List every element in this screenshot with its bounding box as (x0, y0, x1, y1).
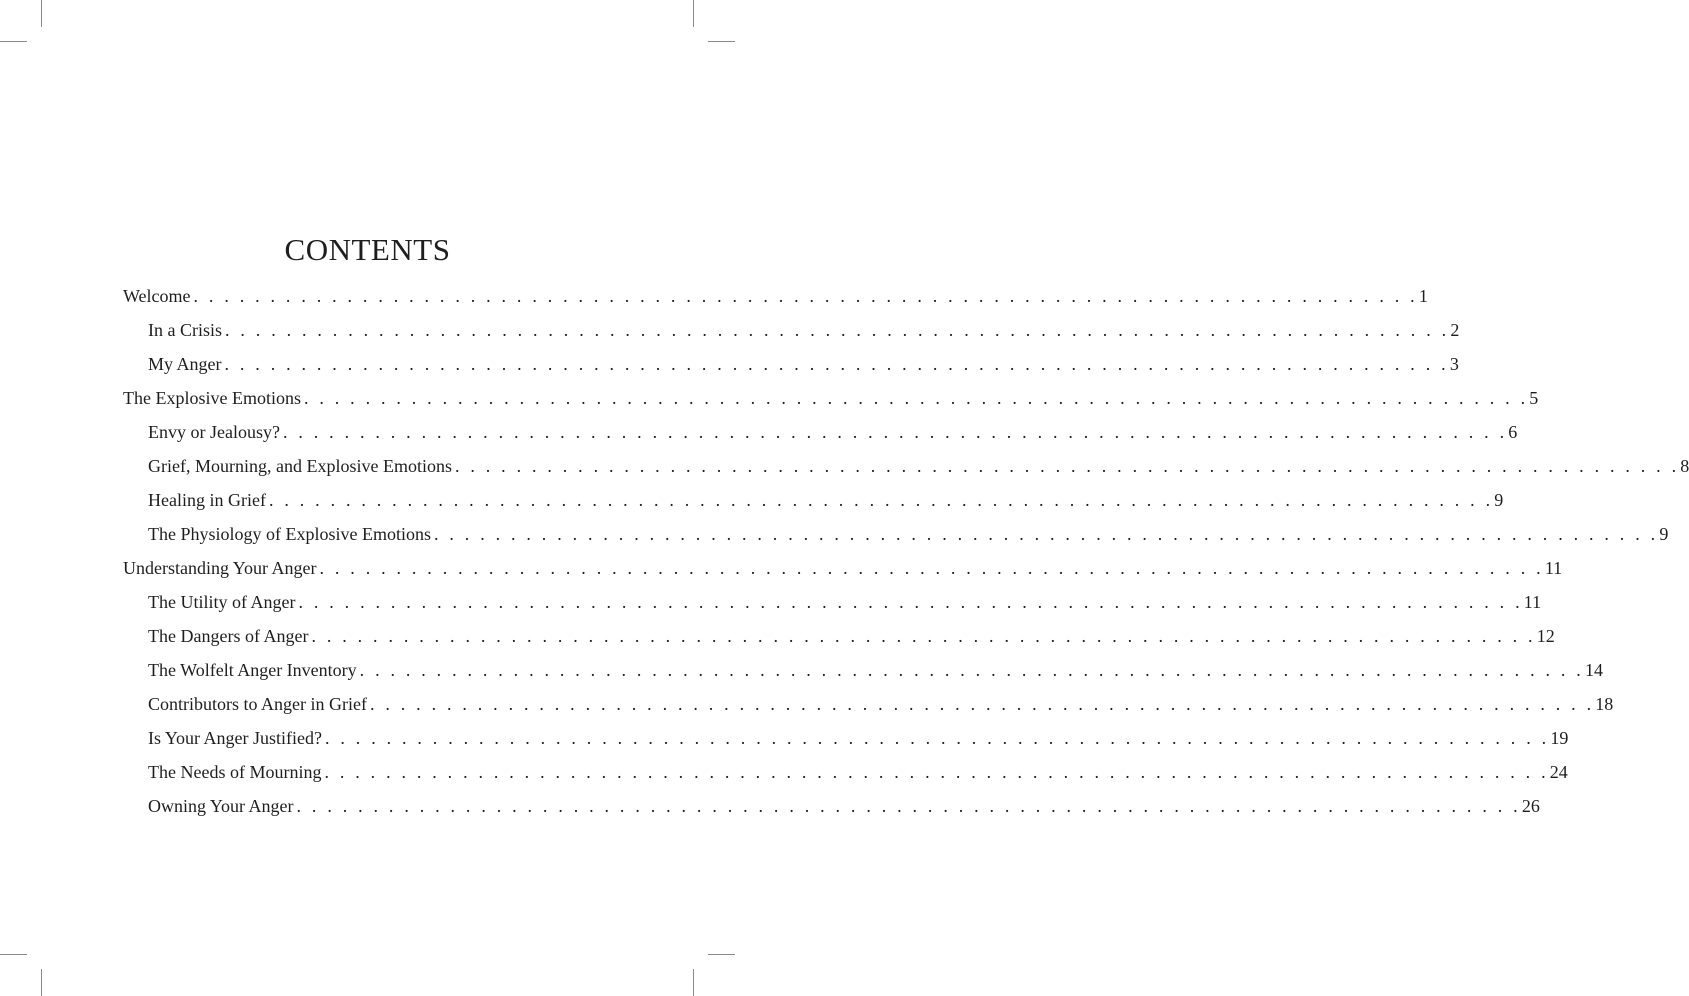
toc-entry-label: The Explosive Emotions (123, 388, 301, 408)
toc-entry-page-number: 12 (1536, 626, 1555, 646)
toc-entry-label: The Needs of Mourning (148, 762, 322, 782)
toc-entry-page-number: 9 (1659, 524, 1669, 544)
toc-leader-dots: . . . . . . . . . . . . . . . . . . . . . . . . . . . . . . . . . . . . . . . . . . . . . . . . . . . . . . . . . . . . . . . . . . . . . . . . . . . . . . . . (324, 762, 1549, 782)
toc-leader-dots: . . . . . . . . . . . . . . . . . . . . . . . . . . . . . . . . . . . . . . . . . . . . . . . . . . . . . . . . . . . . . . . . . . . . . . . . . . . . . . . . (282, 422, 1508, 442)
toc-entry[interactable] (123, 517, 1669, 551)
toc-entry[interactable] (123, 653, 1603, 687)
toc-entry-page-number: 11 (1523, 592, 1542, 612)
toc-leader-dots: . . . . . . . . . . . . . . . . . . . . . . . . . . . . . . . . . . . . . . . . . . . . . . . . . . . . . . . . . . . . . . . . . . . . . . . . . . . . . . . . (325, 728, 1550, 748)
toc-leader-dots: . . . . . . . . . . . . . . . . . . . . . . . . . . . . . . . . . . . . . . . . . . . . . . . . . . . . . . . . . . . . . . . . . . . . . . . . . . . . . . . . (311, 626, 1536, 646)
page-title: CONTENTS (284, 232, 451, 267)
crop-mark-bottom-right-h (708, 954, 735, 955)
toc-entry-page-number: 9 (1494, 490, 1504, 510)
toc-entry-label: Contributors to Anger in Grief (148, 694, 367, 714)
toc-entry-page-number: 24 (1549, 762, 1568, 782)
toc-entry-page-number: 11 (1544, 558, 1563, 578)
toc-entry[interactable] (123, 585, 1542, 619)
toc-leader-dots: . . . . . . . . . . . . . . . . . . . . . . . . . . . . . . . . . . . . . . . . . . . . . . . . . . . . . . . . . . . . . . . . . . . . . . . . . . . . . . . . (434, 524, 1659, 544)
toc-entry[interactable] (123, 687, 1614, 721)
toc-entry[interactable] (123, 551, 1563, 585)
toc-leader-dots: . . . . . . . . . . . . . . . . . . . . . . . . . . . . . . . . . . . . . . . . . . . . . . . . . . . . . . . . . . . . . . . . . . . . . . . . . . . . . . . . (298, 592, 1523, 612)
toc-entry-page-number: 19 (1550, 728, 1569, 748)
toc-entry[interactable] (123, 415, 1518, 449)
toc-entry[interactable] (123, 347, 1459, 381)
toc-leader-dots: . . . . . . . . . . . . . . . . . . . . . . . . . . . . . . . . . . . . . . . . . . . . . . . . . . . . . . . . . . . . . . . . . . . . . . . . . . . . . . . . (303, 388, 1529, 408)
toc-entry[interactable] (123, 381, 1539, 415)
toc-entry-label: Understanding Your Anger (123, 558, 317, 578)
toc-leader-dots: . . . . . . . . . . . . . . . . . . . . . . . . . . . . . . . . . . . . . . . . . . . . . . . . . . . . . . . . . . . . . . . . . . . . . . . . . . . . . . . . (319, 558, 1544, 578)
toc-entry-label: My Anger (148, 354, 222, 374)
toc-entry[interactable] (123, 755, 1568, 789)
table-of-contents (123, 279, 1689, 823)
toc-entry-label: Grief, Mourning, and Explosive Emotions (148, 456, 452, 476)
toc-entry-label: In a Crisis (148, 320, 222, 340)
toc-entry[interactable] (123, 789, 1540, 823)
toc-entry-label: Healing in Grief (148, 490, 266, 510)
toc-entry[interactable] (123, 449, 1689, 483)
toc-leader-dots: . . . . . . . . . . . . . . . . . . . . . . . . . . . . . . . . . . . . . . . . . . . . . . . . . . . . . . . . . . . . . . . . . . . . . . . . . . . . . . . . (268, 490, 1494, 510)
toc-entry-page-number: 2 (1450, 320, 1460, 340)
crop-mark-top-right-h (708, 41, 735, 42)
toc-leader-dots: . . . . . . . . . . . . . . . . . . . . . . . . . . . . . . . . . . . . . . . . . . . . . . . . . . . . . . . . . . . . . . . . . . . . . . . . . . . . . . . . (224, 354, 1449, 374)
toc-entry-page-number: 3 (1449, 354, 1459, 374)
crop-mark-bottom-right (693, 969, 694, 996)
toc-entry-label: The Wolfelt Anger Inventory (148, 660, 357, 680)
toc-entry-label: Welcome (123, 286, 191, 306)
toc-leader-dots: . . . . . . . . . . . . . . . . . . . . . . . . . . . . . . . . . . . . . . . . . . . . . . . . . . . . . . . . . . . . . . . . . . . . . . . . . . . . . . . . (369, 694, 1595, 714)
crop-mark-bottom-left (41, 969, 42, 996)
toc-leader-dots: . . . . . . . . . . . . . . . . . . . . . . . . . . . . . . . . . . . . . . . . . . . . . . . . . . . . . . . . . . . . . . . . . . . . . . . . . . . . . . . . (296, 796, 1521, 816)
toc-leader-dots: . . . . . . . . . . . . . . . . . . . . . . . . . . . . . . . . . . . . . . . . . . . . . . . . . . . . . . . . . . . . . . . . . . . . . . . . . . . . . . . . (225, 320, 1450, 340)
toc-entry-page-number: 5 (1529, 388, 1539, 408)
crop-mark-top-left (41, 0, 42, 27)
toc-entry[interactable] (123, 483, 1504, 517)
toc-entry-page-number: 6 (1508, 422, 1518, 442)
toc-entry-label: The Utility of Anger (148, 592, 296, 612)
toc-leader-dots: . . . . . . . . . . . . . . . . . . . . . . . . . . . . . . . . . . . . . . . . . . . . . . . . . . . . . . . . . . . . . . . . . . . . . . . . . . . . . . . . (454, 456, 1680, 476)
toc-leader-dots: . . . . . . . . . . . . . . . . . . . . . . . . . . . . . . . . . . . . . . . . . . . . . . . . . . . . . . . . . . . . . . . . . . . . . . . . . . . . . . . . (359, 660, 1584, 680)
toc-entry-label: Envy or Jealousy? (148, 422, 280, 442)
toc-entry[interactable] (123, 721, 1569, 755)
crop-mark-top-right (693, 0, 694, 27)
crop-mark-top-left-h (0, 41, 27, 42)
toc-entry-label: Owning Your Anger (148, 796, 294, 816)
toc-entry-page-number: 14 (1584, 660, 1603, 680)
toc-entry-page-number: 18 (1595, 694, 1614, 714)
toc-entry-page-number: 1 (1418, 286, 1428, 306)
toc-entry[interactable] (123, 313, 1460, 347)
toc-entry[interactable] (123, 279, 1428, 313)
toc-entry-label: The Physiology of Explosive Emotions (148, 524, 431, 544)
toc-entry-page-number: 8 (1680, 456, 1689, 476)
toc-leader-dots: . . . . . . . . . . . . . . . . . . . . . . . . . . . . . . . . . . . . . . . . . . . . . . . . . . . . . . . . . . . . . . . . . . . . . . . . . . . . . . . . (193, 286, 1418, 306)
toc-entry-label: Is Your Anger Justified? (148, 728, 322, 748)
toc-entry-label: The Dangers of Anger (148, 626, 309, 646)
toc-entry-page-number: 26 (1521, 796, 1540, 816)
crop-mark-bottom-left-h (0, 954, 27, 955)
toc-entry[interactable] (123, 619, 1555, 653)
